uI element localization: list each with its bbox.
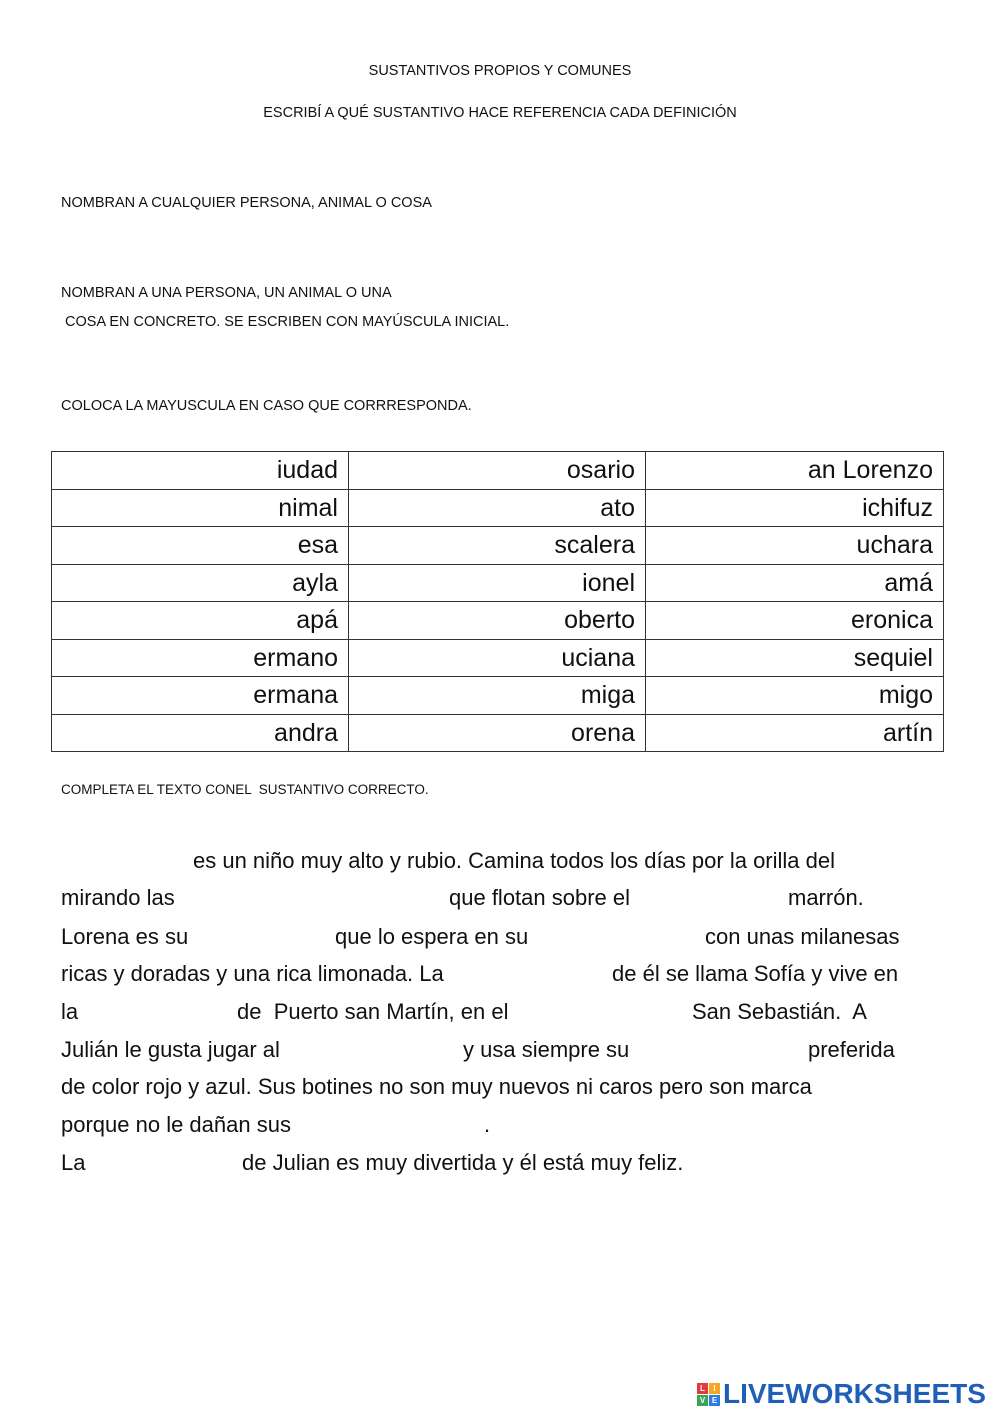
text-segment: de Julian es muy divertida y él está muy feliz. xyxy=(242,1150,684,1175)
text-segment: que flotan sobre el xyxy=(449,885,631,910)
text-segment: San Sebastián. A xyxy=(692,999,867,1024)
word-table xyxy=(51,451,944,752)
table-cell[interactable]: osario xyxy=(349,452,646,490)
definition-proper-line2: COSA EN CONCRETO. SE ESCRIBEN CON MAYÚSCULA INICIAL. xyxy=(61,314,510,330)
table-row xyxy=(52,564,944,602)
table-cell[interactable]: eronica xyxy=(646,602,944,640)
table-cell[interactable]: apá xyxy=(52,602,349,640)
table-row xyxy=(52,527,944,565)
table-cell[interactable]: scalera xyxy=(349,527,646,565)
blank-field[interactable] xyxy=(318,1112,482,1138)
complete-instruction: COMPLETA EL TEXTO CONEL SUSTANTIVO CORRECTO. xyxy=(61,782,429,797)
table-cell[interactable]: migo xyxy=(646,677,944,715)
text-segment: de Puerto san Martín, en el xyxy=(237,999,509,1024)
blank-field[interactable] xyxy=(658,885,784,911)
table-cell[interactable]: uchara xyxy=(646,527,944,565)
table-cell[interactable]: ato xyxy=(349,489,646,527)
capitalize-instruction: COLOCA LA MAYUSCULA EN CASO QUE CORRRESPONDA. xyxy=(61,398,472,414)
table-cell[interactable]: andra xyxy=(52,714,349,752)
table-cell[interactable]: ionel xyxy=(349,564,646,602)
table-cell[interactable]: ayla xyxy=(52,564,349,602)
table-cell[interactable]: oberto xyxy=(349,602,646,640)
table-cell[interactable]: nimal xyxy=(52,489,349,527)
text-segment: la xyxy=(61,999,79,1024)
blank-field[interactable] xyxy=(190,885,445,911)
text-segment: y usa siempre su xyxy=(463,1037,630,1062)
logo-mark-icon xyxy=(697,1383,720,1406)
text-segment: ricas y doradas y una rica limonada. La xyxy=(61,961,444,986)
table-cell[interactable]: sequiel xyxy=(646,639,944,677)
table-cell[interactable]: iudad xyxy=(52,452,349,490)
blank-field[interactable] xyxy=(88,1150,238,1176)
table-row xyxy=(52,489,944,527)
definition-common: NOMBRAN A CUALQUIER PERSONA, ANIMAL O COSA xyxy=(61,195,432,211)
table-cell[interactable]: uciana xyxy=(349,639,646,677)
blank-field[interactable] xyxy=(303,1037,459,1063)
table-row xyxy=(52,639,944,677)
table-row xyxy=(52,677,944,715)
table-cell[interactable]: ermano xyxy=(52,639,349,677)
text-segment: Julián le gusta jugar al xyxy=(61,1037,280,1062)
table-cell[interactable]: ichifuz xyxy=(646,489,944,527)
blank-field[interactable] xyxy=(199,924,331,950)
liveworksheets-logo xyxy=(697,1378,986,1410)
text-segment: de él se llama Sofía y vive en xyxy=(612,961,899,986)
text-segment: marrón. xyxy=(788,885,864,910)
text-segment: preferida xyxy=(808,1037,895,1062)
blank-field[interactable] xyxy=(551,924,701,950)
table-cell[interactable]: esa xyxy=(52,527,349,565)
page-title: SUSTANTIVOS PROPIOS Y COMUNES xyxy=(368,63,632,79)
text-segment: con unas milanesas xyxy=(705,924,900,949)
table-row xyxy=(52,714,944,752)
blank-field[interactable] xyxy=(648,1037,804,1063)
logo-mark-cell: E xyxy=(709,1395,720,1406)
brand-name: LIVEWORKSHEETS xyxy=(723,1378,986,1409)
blank-field[interactable] xyxy=(482,961,608,987)
table-row xyxy=(52,452,944,490)
logo-mark-cell: L xyxy=(697,1383,708,1394)
table-cell[interactable]: miga xyxy=(349,677,646,715)
logo-mark-cell: I xyxy=(709,1383,720,1394)
table-cell[interactable]: orena xyxy=(349,714,646,752)
text-segment: . xyxy=(484,1112,491,1137)
table-cell[interactable]: artín xyxy=(646,714,944,752)
text-segment: porque no le dañan sus xyxy=(61,1112,291,1137)
text-segment: es un niño muy alto y rubio. Camina todos los días por la orilla del xyxy=(193,848,836,873)
blank-field[interactable] xyxy=(61,848,189,874)
definition-proper-line1: NOMBRAN A UNA PERSONA, UN ANIMAL O UNA xyxy=(61,285,392,301)
table-cell[interactable]: an Lorenzo xyxy=(646,452,944,490)
blank-field[interactable] xyxy=(82,999,233,1025)
page-instruction: ESCRIBÍ A QUÉ SUSTANTIVO HACE REFERENCIA CADA DEFINICIÓN xyxy=(263,105,737,121)
text-segment: mirando las xyxy=(61,885,175,910)
text-segment: Lorena es su xyxy=(61,924,189,949)
text-segment: que lo espera en su xyxy=(335,924,529,949)
text-segment: de color rojo y azul. Sus botines no son muy nuevos ni caros pero son marca xyxy=(61,1074,812,1099)
blank-field[interactable] xyxy=(545,999,688,1025)
text-segment: La xyxy=(61,1150,86,1175)
table-cell[interactable]: ermana xyxy=(52,677,349,715)
table-row xyxy=(52,602,944,640)
table-cell[interactable]: amá xyxy=(646,564,944,602)
logo-mark-cell: V xyxy=(697,1395,708,1406)
